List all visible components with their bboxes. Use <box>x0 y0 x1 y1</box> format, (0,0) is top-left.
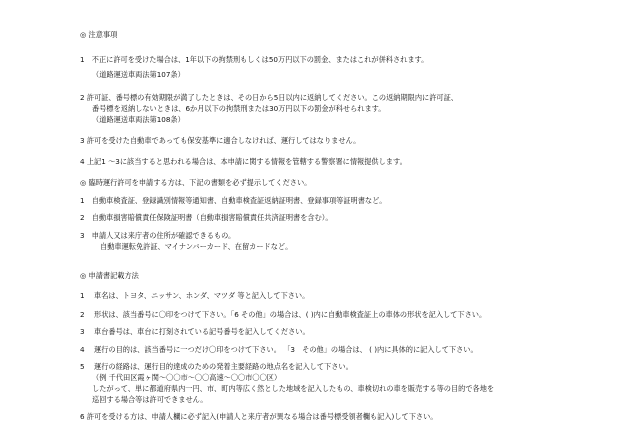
documents-item-1: 1 自動車検査証、登録識別情報等通知書、自動車検査証返納証明書、登録事項等証明書など。 <box>80 196 387 205</box>
caution-item-4: 4 上記1 ～3に該当すると思われる場合は、本申請に関する情報を管轄する警察署に情報提供します。 <box>80 157 407 166</box>
documents-item-3-sub: 自動車運転免許証、マイナンバーカード、在留カードなど。 <box>100 242 293 251</box>
fill-item-5-line-3: したがって、単に都道府県内一円、市、町内等広く然とした地域を記入したもの、車検切れの車を販売する等の目的で各地を <box>92 384 495 393</box>
fill-item-5-line-4: 巡回する場合等は許可できません。 <box>92 395 208 404</box>
fill-item-4: 4 運行の目的は、該当番号に一つだけ〇印をつけて下さい。 「3 その他」の場合は、 ( )内に具体的に記入して下さい。 <box>80 345 478 354</box>
caution-item-1: 1 不正に許可を受けた場合は、1年以下の拘禁刑もしくは50万円以下の罰金、またはこれが併科されます。 <box>80 55 429 64</box>
fill-item-2: 2 形状は、該当番号に〇印をつけて下さい。「6 その他」の場合は、( )内に自動車検査証上の車体の形状を記入して下さい。 <box>80 310 487 319</box>
fill-item-5: 5 運行の経路は、運行目的達成のための発着主要経路の地点名を記入して下さい。 <box>80 362 353 371</box>
documents-item-2: 2 自動車損害賠償責任保険証明書（自動車損害賠償責任共済証明書を含む）。 <box>80 213 333 222</box>
caution-item-3: 3 許可を受けた自動車であっても保安基準に適合しなければ、運行してはなりません。 <box>80 136 361 145</box>
caution-item-2-line-2: 番号標を返納しないときは、6か月以下の拘禁刑または30万円以下の罰金が科せられます。 <box>92 104 386 113</box>
caution-item-2-line-1: 2 許可証、番号標の有効期限が満了したときは、その日から5日以内に返納してください。この返納期限内に許可証、 <box>80 93 458 102</box>
caution-heading: ◎ 注意事項 <box>80 30 118 39</box>
fill-heading: ◎ 申請書記載方法 <box>80 271 139 280</box>
fill-item-5-example: （例 千代田区霞ヶ関～〇〇市～〇〇高速～〇〇市〇〇区） <box>92 373 282 382</box>
caution-item-1-ref: （道路運送車両法第107条） <box>92 70 185 79</box>
fill-item-6: 6 許可を受ける方は、申請人欄に必ず記入(申請人と来庁者が異なる場合は番号標受領者欄も記入)して下さい。 <box>80 412 438 421</box>
fill-item-3: 3 車台番号は、車台に打刻されている記号番号を記入してください。 <box>80 327 310 336</box>
documents-item-3: 3 申請人又は来庁者の住所が確認できるもの。 <box>80 231 236 240</box>
fill-item-1: 1 車名は、トヨタ、ニッサン、ホンダ、マツダ 等と記入して下さい。 <box>80 291 310 300</box>
documents-heading: ◎ 臨時運行許可を申請する方は、下記の書類を必ず提示してください。 <box>80 178 312 187</box>
caution-item-2-ref: （道路運送車両法第108条） <box>92 115 185 124</box>
